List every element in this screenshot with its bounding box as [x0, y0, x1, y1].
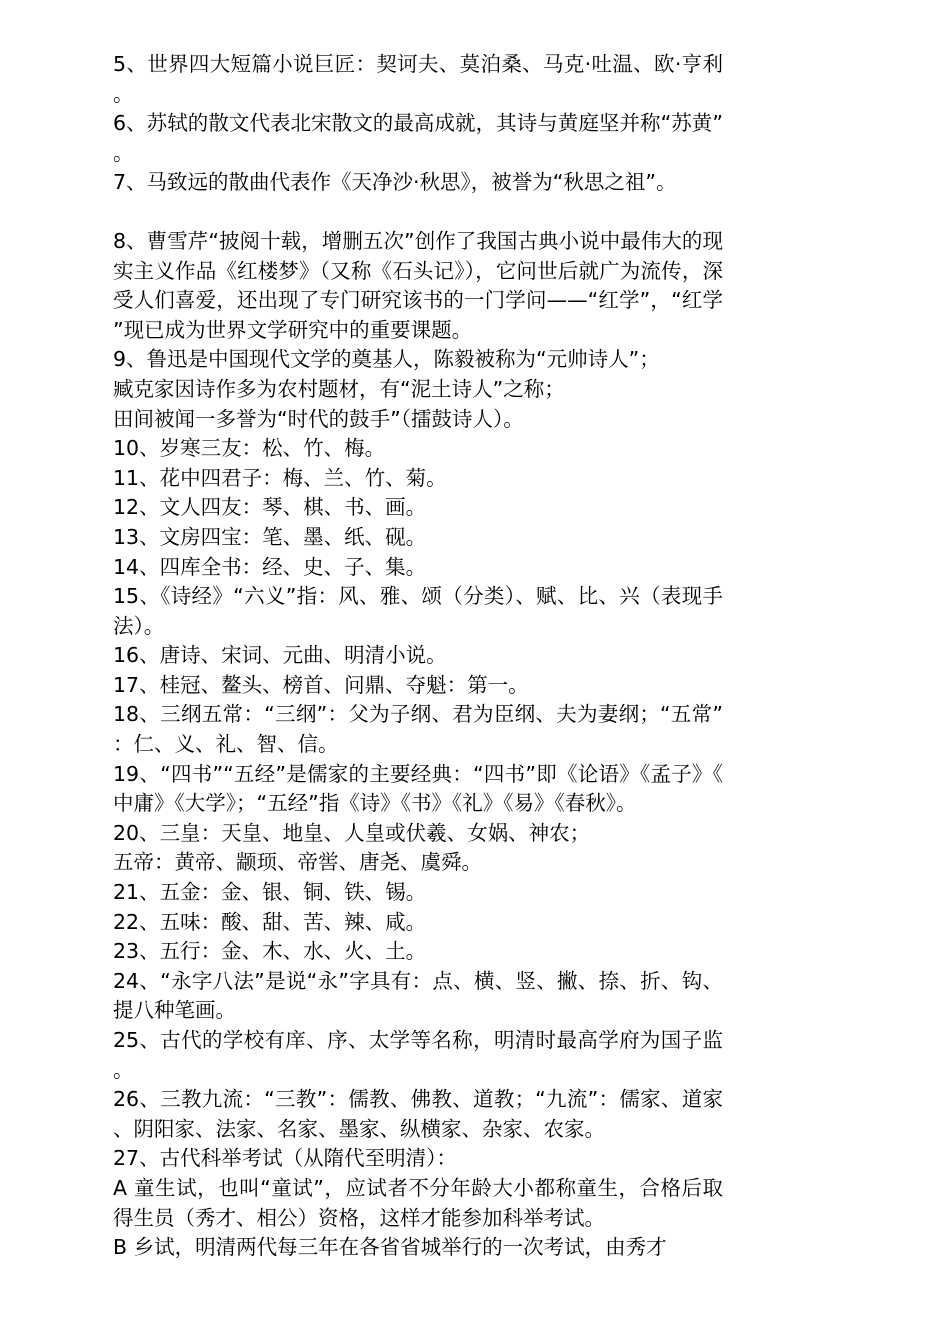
paragraph-item-8: 8、曹雪芹“披阅十载，增删五次”创作了我国古典小说中最伟大的现实主义作品《红楼梦》（又称《石头记》），它问世后就广为流传，深受人们喜爱，还出现了专门研究该书的一门学问——“红学”，“红学”现已成为世界文学研究中的重要课题。: [113, 228, 723, 342]
paragraph-item-5: 5、世界四大短篇小说巨匠：契诃夫、莫泊桑、马克·吐温、欧·亨利。: [113, 52, 723, 106]
paragraph-item-15: 15、《诗经》“六义”指：风、雅、颂（分类）、赋、比、兴（表现手法）。: [113, 584, 723, 638]
paragraph-item-11: 11、花中四君子：梅、兰、竹、菊。: [113, 465, 447, 490]
paragraph-item-27: 27、古代科举考试（从隋代至明清）：: [113, 1146, 457, 1171]
paragraph-item-20: 20、三皇：天皇、地皇、人皇或伏羲、女娲、神农；: [113, 820, 591, 845]
paragraph-item-26: 26、三教九流：“三教”：儒教、佛教、道教；“九流”：儒家、道家、阴阳家、法家、名家、墨家、纵横家、杂家、农家。: [113, 1087, 723, 1141]
paragraph-item-18: 18、三纲五常：“三纲”：父为子纲、君为臣纲、夫为妻纲；“五常”：仁、义、礼、智、信。: [113, 702, 723, 757]
paragraph-item-21: 21、五金：金、银、铜、铁、锡。: [113, 880, 427, 905]
paragraph-item-27-a: A 童生试，也叫“童试”，应试者不分年龄大小都称童生，合格后取得生员（秀才、相公）资格，这样才能参加科举考试。: [113, 1175, 723, 1230]
paragraph-item-17: 17、桂冠、鳌头、榜首、问鼎、夺魁：第一。: [113, 672, 529, 697]
paragraph-item-23: 23、五行：金、木、水、火、土。: [113, 939, 427, 964]
paragraph-item-13: 13、文房四宝：笔、墨、纸、砚。: [113, 524, 427, 549]
paragraph-item-9-line-3: 田间被闻一多誉为“时代的鼓手”（擂鼓诗人）。: [113, 406, 524, 431]
paragraph-item-10: 10、岁寒三友：松、竹、梅。: [113, 436, 386, 461]
paragraph-item-27-b: B 乡试，明清两代每三年在各省省城举行的一次考试，由秀才: [113, 1235, 667, 1260]
paragraph-item-20-line-2: 五帝：黄帝、颛顼、帝喾、唐尧、虞舜。: [113, 850, 482, 875]
paragraph-item-16: 16、唐诗、宋词、元曲、明清小说。: [113, 643, 447, 668]
paragraph-item-24: 24、“永字八法”是说“永”字具有：点、横、竖、撇、捺、折、钩、提八种笔画。: [113, 968, 723, 1023]
paragraph-item-9-line-2: 臧克家因诗作多为农村题材，有“泥土诗人”之称；: [113, 376, 565, 401]
paragraph-item-7: 7、马致远的散曲代表作《天净沙·秋思》，被誉为“秋思之祖”。: [113, 170, 677, 195]
paragraph-item-25: 25、古代的学校有庠、序、太学等名称，明清时最高学府为国子监。: [113, 1028, 723, 1082]
paragraph-item-19: 19、“四书”“五经”是儒家的主要经典：“四书”即《论语》《孟子》《中庸》《大学》；“五经”指《诗》《书》《礼》《易》《春秋》。: [113, 761, 723, 816]
paragraph-item-14: 14、四库全书：经、史、子、集。: [113, 554, 427, 579]
paragraph-item-6: 6、苏轼的散文代表北宋散文的最高成就，其诗与黄庭坚并称“苏黄”。: [113, 111, 723, 165]
paragraph-item-9: 9、鲁迅是中国现代文学的奠基人，陈毅被称为“元帅诗人”；: [113, 347, 660, 372]
document-page: [113, 50, 723, 1263]
paragraph-item-22: 22、五味：酸、甜、苦、辣、咸。: [113, 909, 427, 934]
paragraph-item-12: 12、文人四友：琴、棋、书、画。: [113, 495, 427, 520]
